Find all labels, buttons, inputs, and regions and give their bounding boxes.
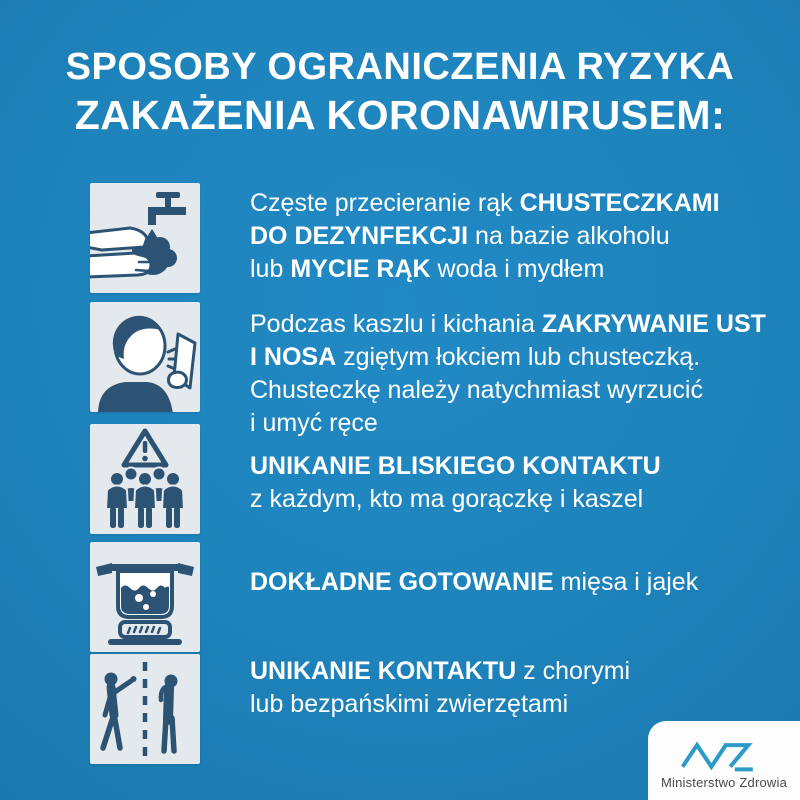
mz-logo-icon bbox=[676, 737, 772, 773]
icon-box bbox=[90, 424, 200, 534]
row-text: UNIKANIE BLISKIEGO KONTAKTU z każdym, kto ma gorączkę i kaszel bbox=[250, 452, 661, 513]
row-text: Podczas kaszlu i kichania ZAKRYWANIE UST I NOSA zgiętym łokciem lub chusteczką. Chusteczkę należy natychmiast wyrzucić i umyć ręce bbox=[250, 310, 766, 437]
page-title-line2: ZAKAŻENIA KORONAWIRUSEM: bbox=[74, 92, 726, 139]
handwashing-icon bbox=[90, 183, 200, 293]
icon-box bbox=[90, 302, 200, 412]
ministry-logo-card bbox=[648, 721, 800, 800]
row-text: UNIKANIE KONTAKTU z chorymi lub bezpańskimi zwierzętami bbox=[250, 657, 631, 718]
cough-into-tissue-icon bbox=[90, 302, 200, 412]
avoid-contact-distance-icon bbox=[90, 654, 200, 764]
icon-box bbox=[90, 542, 200, 652]
row-text: DOKŁADNE GOTOWANIE mięsa i jajek bbox=[250, 568, 699, 596]
page-title-line1: SPOSOBY OGRANICZENIA RYZYKA bbox=[65, 46, 735, 88]
boiling-pot-icon bbox=[90, 542, 200, 652]
ministry-name: Ministerstwo Zdrowia bbox=[660, 775, 788, 790]
icon-box bbox=[90, 183, 200, 293]
row-text: Częste przecieranie rąk CHUSTECZKAMI DO DEZYNFEKCJI na bazie alkoholu lub MYCIE RĄK woda i mydłem bbox=[250, 189, 720, 283]
page-title bbox=[0, 44, 800, 140]
icon-box bbox=[90, 654, 200, 764]
avoid-crowds-warning-icon bbox=[90, 424, 200, 534]
